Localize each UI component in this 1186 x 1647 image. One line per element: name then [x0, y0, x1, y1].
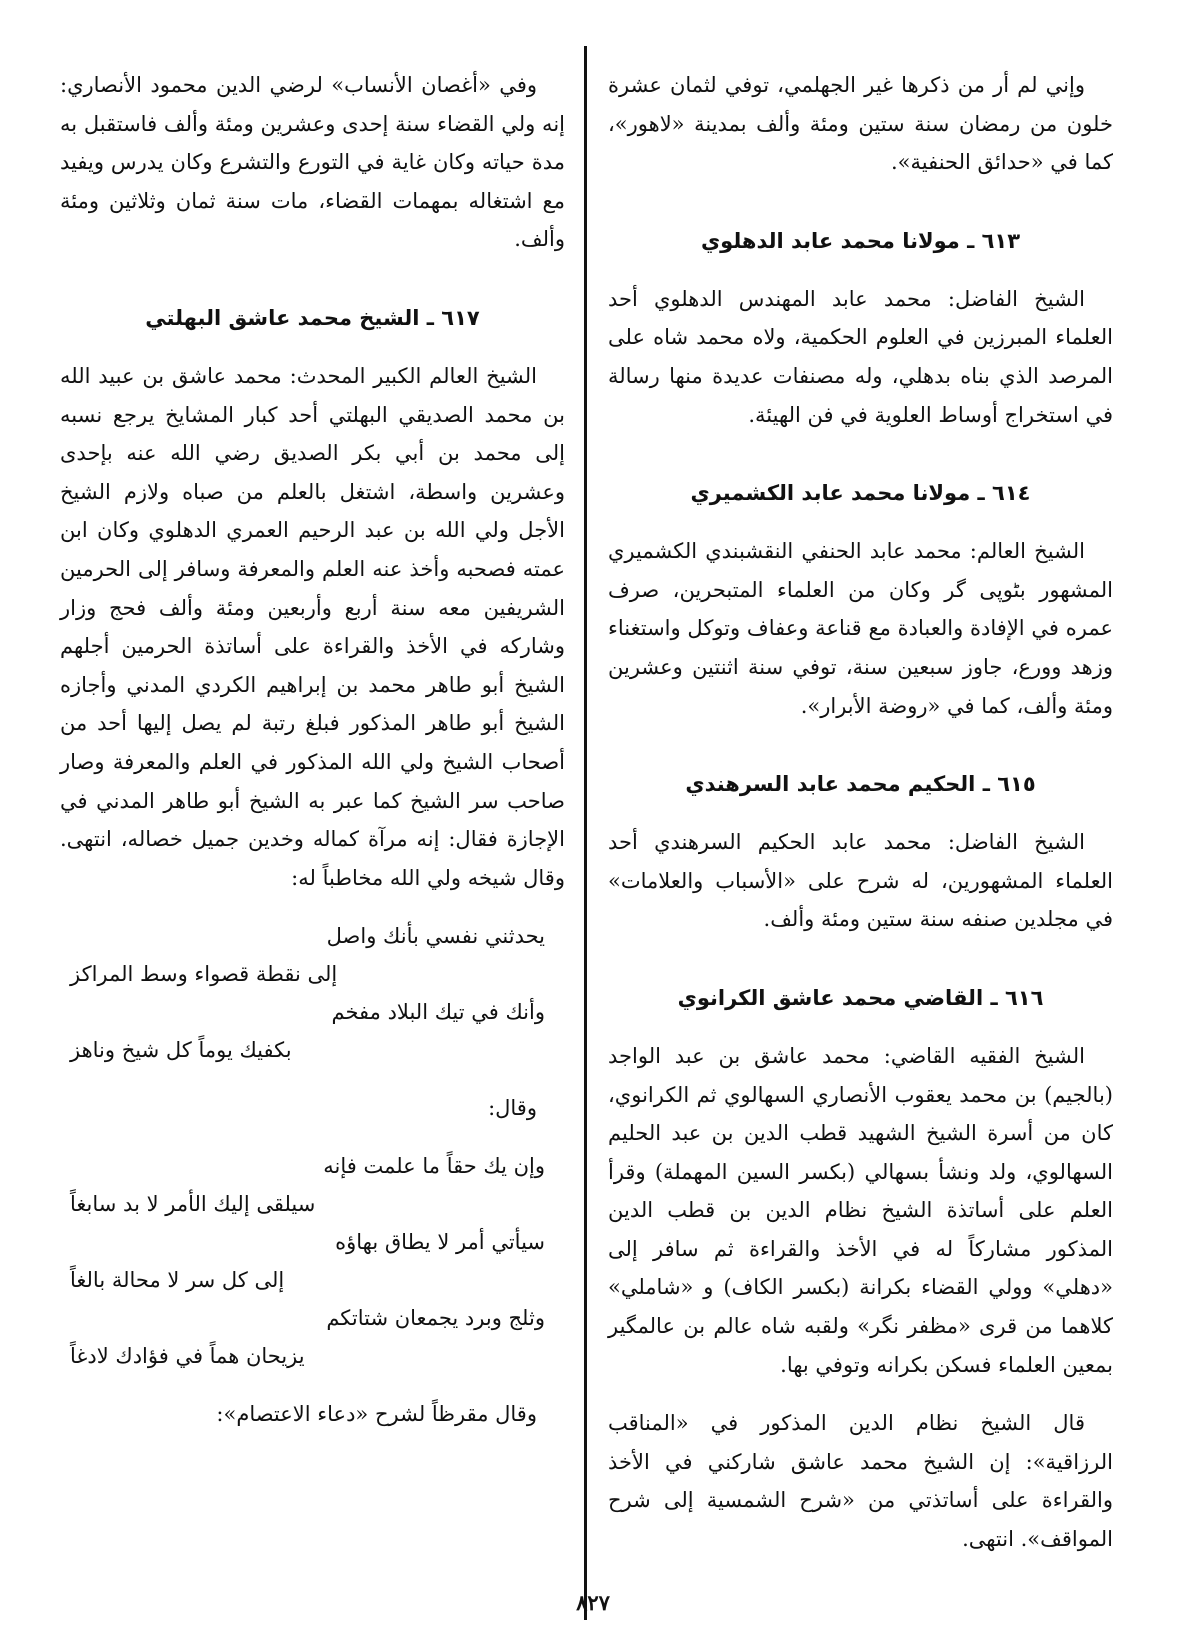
column-divider	[584, 46, 587, 1620]
page-number: ٨٢٧	[576, 1590, 610, 1615]
continuation-paragraph-left: وفي «أغصان الأنساب» لرضي الدين محمود الأنصاري: إنه ولي القضاء سنة إحدى وعشرين ومئة وألف فاستقبل به مدة حياته وكان غاية في التورع والتشرع وكان يدرس ويفيد مع اشتغاله بمهمات القضاء، مات سنة ثمان وثلاثين ومئة وألف.	[60, 73, 565, 252]
qal-label: وقال:	[488, 1096, 537, 1121]
verse-first-hemistich: وأنك في تيك البلاد مفخم	[331, 1000, 545, 1025]
couplet	[60, 1223, 565, 1299]
poem-2	[60, 1147, 565, 1375]
verse-first-hemistich: وثلج وبرد يجمعان شتاتكم	[326, 1306, 545, 1331]
poem-1	[60, 917, 565, 1069]
entry-heading-614: ٦١٤ ـ مولانا محمد عابد الكشميري	[690, 481, 1031, 506]
verse-first-hemistich: سيأتي أمر لا يطاق بهاؤه	[335, 1230, 545, 1255]
couplet	[60, 993, 565, 1069]
verse-second-hemistich: يزيحان هماً في فؤادك لادغاً	[70, 1344, 305, 1369]
entry-body-616: الشيخ الفقيه القاضي: محمد عاشق بن عبد الواجد (بالجيم) بن محمد يعقوب الأنصاري السهالوي ثم الكرانوي، كان من أسرة الشيخ الشهيد قطب الدين بن عبد الحليم السهالوي، ولد ونشأ بسهالي (بكسر السين المهملة) وقرأ العلم على أساتذة الشيخ نظام الدين بن قطب الدين المذكور مشاركاً له في الأخذ والقراءة ثم سافر إلى «دهلي» وولي القضاء بكرانة (بكسر الكاف) و «شاملي» كلاهما من قرى «مظفر نگر» ولقبه شاه عالم بن عالمگير بمعين العلماء فسكن بكرانه وتوفي بها.	[608, 1043, 1113, 1377]
couplet	[60, 1299, 565, 1375]
entry-heading-615: ٦١٥ ـ الحكيم محمد عابد السرهندي	[685, 772, 1036, 797]
verse-second-hemistich: بكفيك يوماً كل شيخ وناهز	[70, 1038, 292, 1063]
closing-line: وقال مقرظاً لشرح «دعاء الاعتصام»:	[216, 1402, 537, 1427]
entry-body-617: الشيخ العالم الكبير المحدث: محمد عاشق بن عبيد الله بن محمد الصديقي البهلتي أحد كبار المشايخ يرجع نسبه إلى محمد بن أبي بكر الصديق رضي الله عنه بإحدى وعشرين واسطة، اشتغل بالعلم من صباه ولازم الشيخ الأجل ولي الله بن عبد الرحيم العمري الدهلوي وكان ابن عمته فصحبه وأخذ عنه العلم والمعرفة وسافر إلى الحرمين الشريفين معه سنة أربع وأربعين ومئة وألف فحج وزار وشاركه في الأخذ والقراءة على أساتذة الحرمين أجلهم الشيخ أبو طاهر محمد بن إبراهيم الكردي المدني وأجازه الشيخ أبو طاهر المذكور فبلغ رتبة لم يصل إليها أحد من أصحاب الشيخ ولي الله المذكور في العلم والمعرفة وصار صاحب سر الشيخ كما عبر به الشيخ أبو طاهر المدني في الإجازة فقال: إنه مرآة كماله وخدين جميل خصاله، انتهى. وقال شيخه ولي الله مخاطباً له:	[60, 363, 565, 890]
verse-second-hemistich: إلى كل سر لا محالة بالغاً	[70, 1268, 285, 1293]
verse-second-hemistich: سيلقى إليك الأمر لا بد سابغاً	[70, 1192, 316, 1217]
entry-heading-617: ٦١٧ ـ الشيخ محمد عاشق البهلتي	[145, 305, 480, 330]
entry-body-614: الشيخ العالم: محمد عابد الحنفي النقشبندي الكشميري المشهور بٹوپی گر وكان من العلماء المتبحرين، صرف عمره في الإفادة والعبادة مع قناعة وعفاف وتوكل واستغناء وزهد وورع، جاوز سبعين سنة، توفي سنة اثنتين وعشرين ومئة وألف، كما في «روضة الأبرار».	[608, 539, 1113, 718]
entry-body-613: الشيخ الفاضل: محمد عابد المهندس الدهلوي أحد العلماء المبرزين في العلوم الحكمية، ولاه محمد شاه على المرصد الذي بناه بدهلي، وله مصنفات عديدة منها رسالة في استخراج أوساط العلوية في فن الهيئة.	[608, 286, 1113, 427]
verse-second-hemistich: إلى نقطة قصواء وسط المراكز	[70, 962, 338, 987]
couplet	[60, 917, 565, 993]
entry-heading-613: ٦١٣ ـ مولانا محمد عابد الدهلوي	[700, 228, 1021, 253]
couplet	[60, 1147, 565, 1223]
right-column	[608, 66, 1113, 1559]
verse-first-hemistich: يحدثني نفسي بأنك واصل	[326, 924, 545, 949]
entry-body-615: الشيخ الفاضل: محمد عابد الحكيم السرهندي أحد العلماء المشهورين، له شرح على «الأسباب والعلامات» في مجلدين صنفه سنة ستين ومئة وألف.	[608, 830, 1113, 932]
entry-heading-616: ٦١٦ ـ القاضي محمد عاشق الكرانوي	[677, 985, 1044, 1010]
entry-body-616-quote: قال الشيخ نظام الدين المذكور في «المناقب الرزاقية»: إن الشيخ محمد عاشق شاركني في الأخذ والقراءة على أساتذتي من «شرح الشمسية إلى شرح المواقف». انتهى.	[608, 1411, 1113, 1552]
verse-first-hemistich: وإن يك حقاً ما علمت فإنه	[323, 1154, 545, 1179]
continuation-paragraph: وإني لم أر من ذكرها غير الجهلمي، توفي لثمان عشرة خلون من رمضان سنة ستين ومئة وألف بمدينة «لاهور»، كما في «حدائق الحنفية».	[608, 73, 1113, 175]
left-column	[60, 66, 565, 1433]
